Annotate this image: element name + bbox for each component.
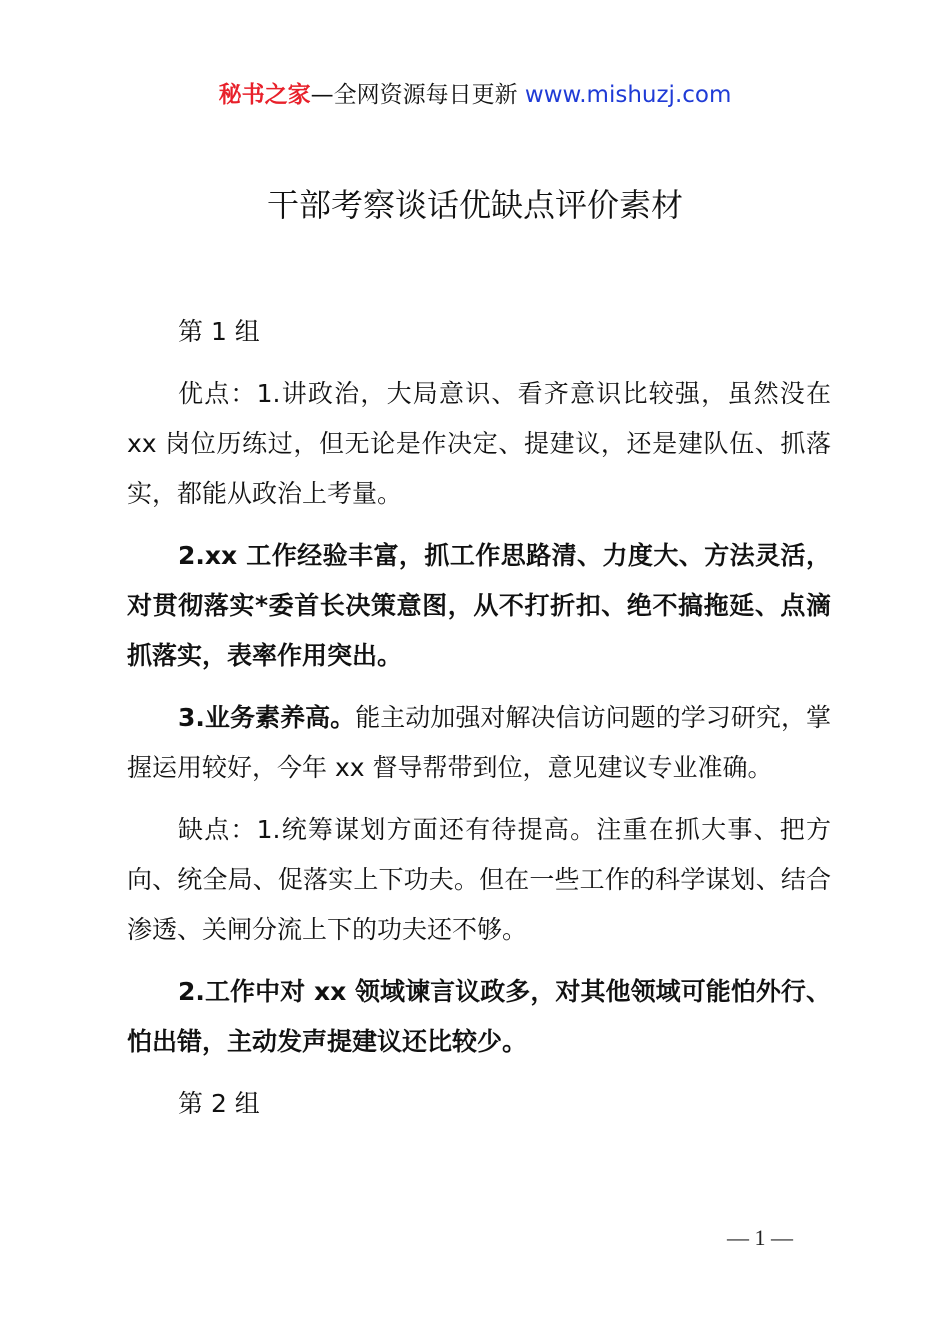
flaw-2-paragraph: 2.工作中对 xx 领域谏言议政多，对其他领域可能怕外行、怕出错，主动发声提建议还比较少。: [127, 977, 831, 1056]
banner-url[interactable]: www.mishuzj.com: [524, 82, 732, 108]
site-banner: [0, 78, 950, 112]
brand-name: 秘书之家: [218, 82, 311, 108]
flaw-1-paragraph: 缺点：1.统筹谋划方面还有待提高。注重在抓大事、把方向、统全局、促落实上下功夫。但在一些工作的科学谋划、结合渗透、关闸分流上下的功夫还不够。: [127, 815, 831, 944]
group-1-heading: 第 1 组: [178, 317, 260, 346]
banner-tagline: —全网资源每日更新: [310, 82, 525, 108]
merit-3-text: 能主动加强对解决信访问题的学习研究，掌握运用较好，今年 xx 督导帮带到位，意见建议专业准确。: [127, 703, 831, 782]
merit-1-paragraph: 优点：1.讲政治，大局意识、看齐意识比较强，虽然没在 xx 岗位历练过，但无论是作决定、提建议，还是建队伍、抓落实，都能从政治上考量。: [127, 379, 831, 508]
page-number: — 1 —: [727, 1225, 793, 1250]
merit-3-paragraph: [127, 693, 831, 793]
merit-3-lead: 3.业务素养高。: [178, 703, 356, 732]
document-body: [127, 307, 831, 1141]
group-2-heading: 第 2 组: [178, 1089, 260, 1118]
merit-2-paragraph: 2.xx 工作经验丰富，抓工作思路清、力度大、方法灵活，对贯彻落实*委首长决策意图，从不打折扣、绝不搞拖延、点滴抓落实，表率作用突出。: [127, 541, 831, 670]
document-title: 干部考察谈话优缺点评价素材: [266, 186, 683, 224]
